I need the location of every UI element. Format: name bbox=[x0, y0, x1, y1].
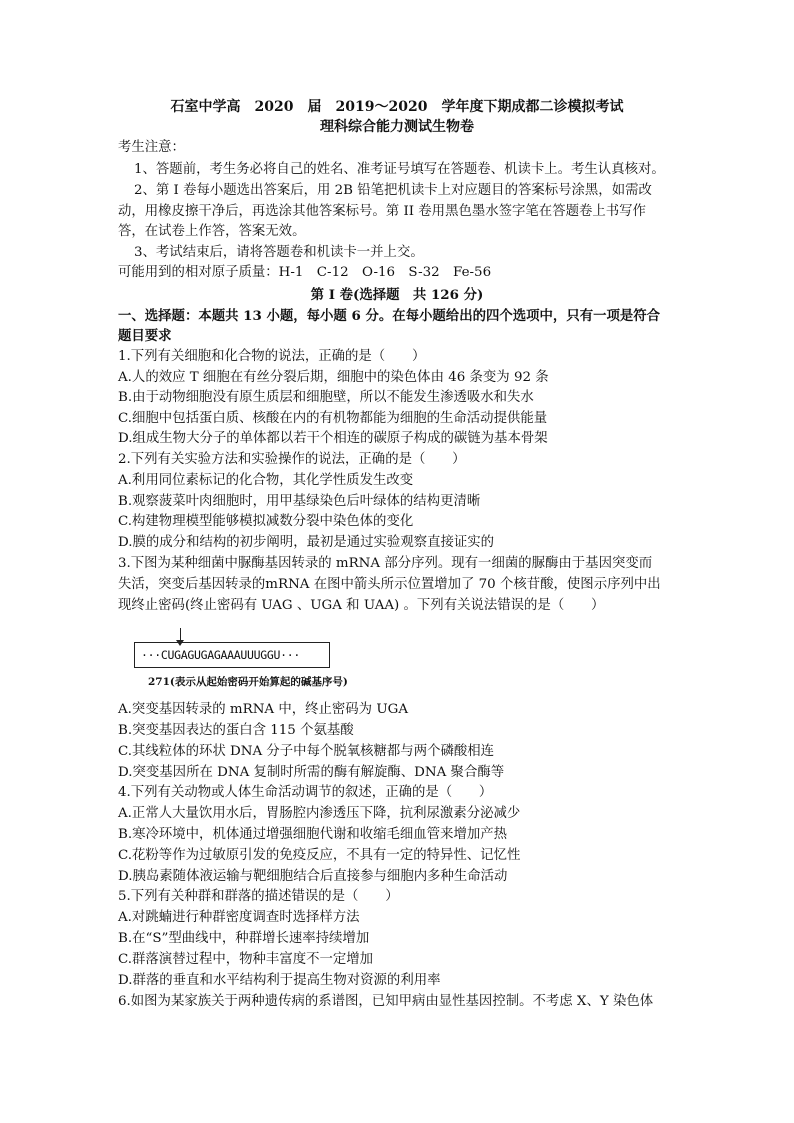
question-4-stem: 4.下列有关动物或人体生命活动调节的叙述，正确的是（ ） bbox=[118, 785, 493, 800]
mrna-sequence-box bbox=[134, 642, 330, 668]
question-5-option-d: D.群落的垂直和水平结构利于提高生物对资源的利用率 bbox=[118, 973, 441, 988]
question-5-option-c: C.群落演替过程中，物种丰富度不一定增加 bbox=[118, 952, 374, 967]
question-6-stem: 6.如图为某家族关于两种遗传病的系谱图，已知甲病由显性基因控制。不考虑 X、Y 染色体 bbox=[118, 994, 654, 1009]
question-2-option-a: A.利用同位素标记的化合物，其化学性质发生改变 bbox=[118, 473, 414, 488]
question-1-option-b: B.由于动物细胞没有原生质层和细胞壁，所以不能发生渗透吸水和失水 bbox=[118, 390, 534, 405]
section-instruction: 一、选择题：本题共 13 小题，每小题 6 分。在每小题给出的四个选项中，只有一项是符合 bbox=[118, 308, 661, 324]
question-3-option-a: A.突变基因转录的 mRNA 中，终止密码为 UGA bbox=[118, 702, 408, 717]
question-2-stem: 2.下列有关实验方法和实验操作的说法，正确的是（ ） bbox=[118, 452, 466, 467]
notice-heading: 考生注意： bbox=[118, 140, 185, 155]
notice-line: 1、答题前，考生务必将自己的姓名、准考证号填写在答题卷、机读卡上。考生认真核对。 bbox=[134, 162, 665, 177]
question-4-option-c: C.花粉等作为过敏原引发的免疫反应，不具有一定的特异性、记忆性 bbox=[118, 848, 521, 863]
question-4-option-a: A.正常人大量饮用水后，胃肠腔内渗透压下降，抗利尿激素分泌减少 bbox=[118, 806, 521, 821]
question-3-option-d: D.突变基因所在 DNA 复制时所需的酶有解旋酶、DNA 聚合酶等 bbox=[118, 765, 505, 780]
question-1-stem: 1.下列有关细胞和化合物的说法，正确的是（ ） bbox=[118, 349, 426, 364]
question-2-option-b: B.观察菠菜叶肉细胞时，用甲基绿染色后叶绿体的结构更清晰 bbox=[118, 494, 481, 509]
mrna-sequence: ···CUGAGUGAGAAAUUUGGU··· bbox=[141, 648, 300, 662]
section-title: 第 I 卷(选择题 共 126 分) bbox=[310, 287, 484, 303]
question-3-stem: 3.下图为某种细菌中脲酶基因转录的 mRNA 部分序列。现有一细菌的脲酶由于基因突变而 bbox=[118, 556, 653, 571]
question-1-option-d: D.组成生物大分子的单体都以若干个相连的碳原子构成的碳链为基本骨架 bbox=[118, 431, 548, 446]
question-5-stem: 5.下列有关种群和群落的描述错误的是（ ） bbox=[118, 889, 399, 904]
sequence-caption: 271(表示从起始密码开始算起的碱基序号) bbox=[148, 676, 348, 688]
notice-line: 2、第 I 卷每小题选出答案后，用 2B 铅笔把机读卡上对应题目的答案标号涂黑，如需改 bbox=[134, 183, 652, 198]
question-5-option-a: A.对跳蝻进行种群密度调查时选择样方法 bbox=[118, 910, 360, 925]
question-3-stem: 失活，突变后基因转录的mRNA 在图中箭头所示位置增加了 70 个核苷酸，使图示序列中出 bbox=[118, 577, 661, 592]
section-instruction: 题目要求 bbox=[118, 328, 172, 344]
question-1-option-c: C.细胞中包括蛋白质、核酸在内的有机物都能为细胞的生命活动提供能量 bbox=[118, 411, 548, 426]
question-2-option-c: C.构建物理模型能够模拟减数分裂中染色体的变化 bbox=[118, 514, 414, 529]
notice-line: 3、考试结束后，请将答题卷和机读卡一并上交。 bbox=[134, 245, 424, 260]
notice-line: 动，用橡皮擦干净后，再选涂其他答案标号。第 II 卷用黑色墨水签字笔在答题卷上书写作 bbox=[118, 204, 646, 219]
atomic-mass-note: 可能用到的相对原子质量：H-1 C-12 O-16 S-32 Fe-56 bbox=[118, 265, 492, 280]
question-2-option-d: D.膜的成分和结构的初步阐明，最初是通过实验观察直接证实的 bbox=[118, 535, 495, 550]
question-3-stem: 现终止密码(终止密码有 UAG 、UGA 和 UAA) 。下列有关说法错误的是（ ） bbox=[118, 598, 605, 613]
question-1-option-a: A.人的效应 T 细胞在有丝分裂后期，细胞中的染色体由 46 条变为 92 条 bbox=[118, 370, 549, 385]
question-3-option-b: B.突变基因表达的蛋白含 115 个氨基酸 bbox=[118, 723, 354, 738]
question-5-option-b: B.在“S”型曲线中，种群增长速率持续增加 bbox=[118, 931, 370, 946]
notice-line: 答，在试卷上作答，答案无效。 bbox=[118, 224, 306, 239]
question-4-option-d: D.胰岛素随体液运输与靶细胞结合后直接参与细胞内多种生命活动 bbox=[118, 869, 508, 884]
exam-subtitle: 理科综合能力测试生物卷 bbox=[320, 119, 474, 135]
question-4-option-b: B.寒冷环境中，机体通过增强细胞代谢和收缩毛细血管来增加产热 bbox=[118, 827, 508, 842]
question-3-option-c: C.其线粒体的环状 DNA 分子中每个脱氧核糖都与两个磷酸相连 bbox=[118, 744, 495, 759]
exam-title: 石室中学高 2020 届 2019～2020 学年度下期成都二诊模拟考试 bbox=[170, 99, 624, 115]
